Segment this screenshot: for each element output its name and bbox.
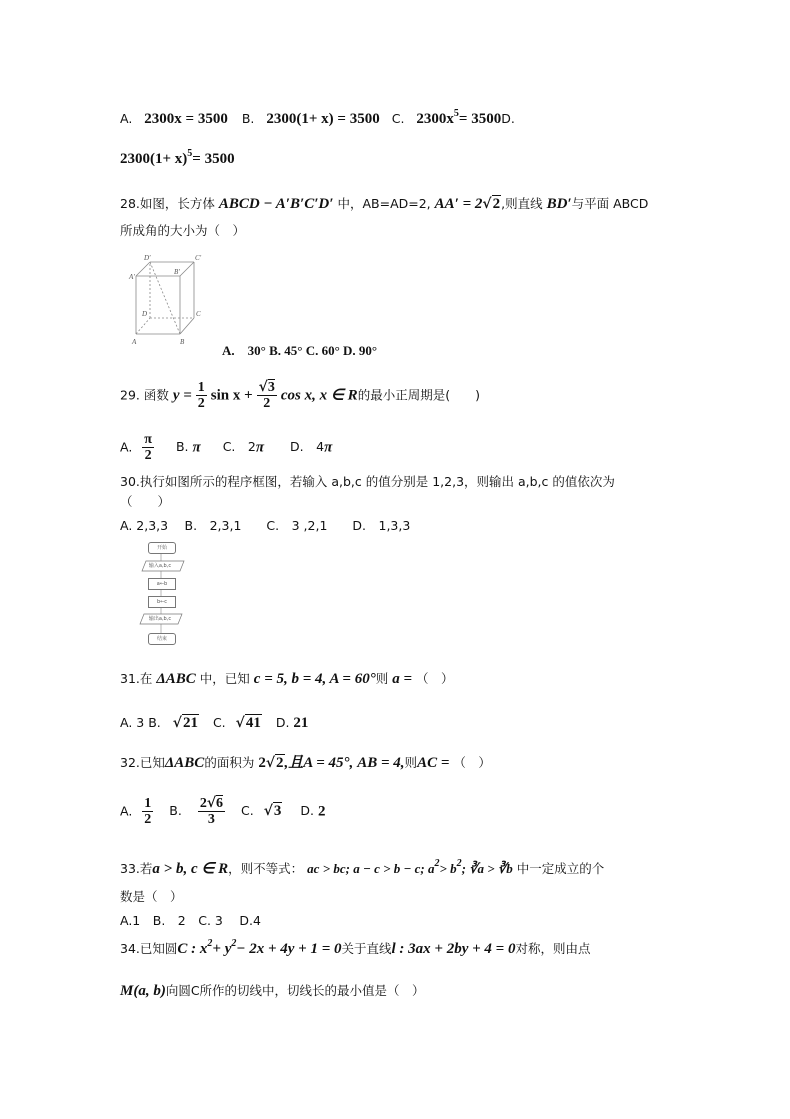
q31-tri: ΔABC bbox=[156, 671, 196, 687]
q28-prefix: 28.如图，长方体 bbox=[120, 196, 215, 211]
hidden-edge-ad bbox=[136, 318, 150, 334]
q32-then: 则 bbox=[404, 755, 418, 770]
q33-stem-line1 bbox=[120, 860, 604, 878]
label-c: C bbox=[196, 310, 201, 318]
q33-mid: ，则不等式： bbox=[228, 861, 304, 876]
q32-area: 2 bbox=[258, 755, 266, 771]
q34-e1: 2 bbox=[207, 938, 213, 949]
q27-d-line bbox=[120, 150, 235, 168]
q31-then: 则 bbox=[375, 671, 389, 686]
edge-b1-c1 bbox=[180, 262, 194, 276]
q33-ineq2: > b bbox=[439, 861, 457, 876]
q27-c-exponent: 5 bbox=[453, 108, 459, 119]
q28-line2: 所成角的大小为（ ） bbox=[120, 223, 246, 238]
q32-c-root: 3 bbox=[273, 803, 282, 820]
q29-d-label: D. 4 bbox=[290, 439, 325, 455]
q31-a-label: A. 3 B. bbox=[120, 715, 161, 730]
q34-stem-line2 bbox=[120, 982, 425, 1000]
sqrt-symbol: √ bbox=[206, 795, 217, 811]
sqrt-symbol: √ bbox=[263, 803, 273, 820]
q29-y: y = bbox=[172, 387, 192, 404]
q29-sinx: sin x + bbox=[210, 387, 253, 404]
q28-options-text: A. 30° B. 45° C. 60° D. 90° bbox=[222, 343, 378, 358]
q27-c-expr: 2300x bbox=[416, 111, 454, 127]
q28-stem-line1 bbox=[120, 195, 648, 213]
q33-options-text: A.1 B. 2 C. 3 D.4 bbox=[120, 913, 261, 928]
q27-d-expr: 2300(1+ x) bbox=[120, 151, 188, 167]
q27-a-expr: 2300x = 3500 bbox=[144, 111, 228, 127]
q34-circle3: − 2x + 4y + 1 = 0 bbox=[236, 941, 342, 957]
q27-d-label: D. bbox=[501, 111, 515, 126]
q34-line2: 向圆C所作的切线中，切线长的最小值是（ ） bbox=[165, 983, 425, 998]
q30-stem-line1 bbox=[120, 474, 615, 489]
q27-d-rest: = 3500 bbox=[192, 151, 235, 167]
q31-prefix: 31.在 bbox=[120, 671, 153, 686]
q31-d-val: 21 bbox=[293, 715, 309, 731]
label-b: B bbox=[180, 338, 185, 346]
q31-mid: 中，已知 bbox=[199, 671, 250, 686]
q33-prefix: 33.若 bbox=[120, 861, 153, 876]
q32-a-den: 2 bbox=[144, 812, 152, 828]
q30-options-text: A. 2,3,3 B. 2,3,1 C. 3 ,2,1 D. 1,3,3 bbox=[120, 518, 411, 533]
flow-assign-b: b←c bbox=[148, 596, 176, 608]
q31-d-label: D. bbox=[275, 715, 290, 730]
q32-b-frac bbox=[198, 796, 225, 828]
q27-c-rest: = 3500 bbox=[458, 111, 502, 127]
q27-a-label: A. bbox=[120, 111, 133, 126]
q27-c-label: C. bbox=[391, 111, 405, 126]
label-d: D bbox=[142, 310, 148, 318]
q27-options-line bbox=[120, 110, 515, 128]
q28-bd: BD′ bbox=[546, 196, 572, 212]
q32-b-num bbox=[198, 796, 225, 812]
q29-options bbox=[120, 432, 332, 464]
q32-cond: ,且A = 45°, bbox=[284, 755, 354, 771]
q31-paren: （ ） bbox=[416, 671, 454, 686]
q34-prefix: 34.已知圆 bbox=[120, 941, 178, 956]
q34-circle: C : x bbox=[177, 941, 208, 957]
q27-d-exponent: 5 bbox=[187, 148, 193, 159]
q31-stem bbox=[120, 670, 454, 688]
q31-b-root: 21 bbox=[182, 715, 198, 731]
edge-b-c bbox=[180, 318, 194, 334]
q33-line2: 数是（ ） bbox=[120, 889, 183, 904]
q32-d-val: 2 bbox=[317, 803, 326, 820]
q34-e2: 2 bbox=[231, 938, 237, 949]
q29-stem bbox=[120, 380, 480, 412]
q29-frac2 bbox=[257, 380, 277, 412]
q29-a-label: A. bbox=[120, 439, 133, 455]
q31-a: a = bbox=[392, 671, 413, 687]
q32-prefix: 32.已知 bbox=[120, 755, 165, 770]
q32-d-label: D. bbox=[300, 803, 314, 819]
edge-a1-d1 bbox=[136, 262, 150, 276]
q28-suffix: 与平面 ABCD bbox=[571, 196, 649, 211]
q32-ab: AB = 4, bbox=[357, 755, 405, 771]
q34-mid: 关于直线 bbox=[341, 941, 392, 956]
q30-line1: 30.执行如图所示的程序框图，若输入 a,b,c 的值分别是 1,2,3，则输出 a,b,c 的值依次为 bbox=[120, 474, 615, 489]
q33-exp2: 2 bbox=[456, 858, 462, 869]
cuboid-figure bbox=[128, 252, 208, 347]
q29-b-val: π bbox=[192, 439, 201, 456]
q32-stem bbox=[120, 754, 491, 772]
q29-c-label: C. 2 bbox=[222, 439, 256, 455]
q29-frac2-root: 3 bbox=[267, 380, 275, 395]
flow-start: 开始 bbox=[148, 542, 176, 554]
q29-frac2-den: 2 bbox=[263, 396, 271, 412]
flow-assign-a: a←b bbox=[148, 578, 176, 590]
flow-end: 结束 bbox=[148, 633, 176, 645]
q33-stem-line2 bbox=[120, 889, 183, 904]
q32-b-num-root: 6 bbox=[216, 796, 224, 811]
flow-output: 输出a,b,c bbox=[148, 616, 172, 622]
q32-a-label: A. bbox=[120, 803, 133, 819]
q28-aa-radicand: 2 bbox=[492, 196, 501, 212]
q31-cond: c = 5, b = 4, A = 60° bbox=[253, 671, 376, 687]
label-a: A bbox=[132, 338, 137, 346]
q28-options bbox=[222, 343, 377, 359]
q29-cosx: cos x, x ∈ R bbox=[280, 387, 358, 404]
flowchart bbox=[136, 540, 186, 650]
q29-frac1-den: 2 bbox=[197, 396, 205, 412]
q29-d-val: π bbox=[324, 439, 333, 456]
sqrt-symbol: √ bbox=[258, 379, 268, 395]
q32-options bbox=[120, 796, 325, 828]
q32-c-label: C. bbox=[241, 803, 254, 819]
label-c1: C′ bbox=[195, 254, 202, 262]
q28-aa: AA′ = 2 bbox=[434, 196, 483, 212]
q33-options bbox=[120, 913, 261, 928]
q33-cond: a > b, c ∈ R bbox=[152, 861, 229, 877]
q29-frac1 bbox=[196, 380, 207, 412]
q32-area-root: 2 bbox=[276, 755, 284, 771]
q31-options bbox=[120, 714, 308, 732]
sqrt-symbol: √ bbox=[482, 196, 492, 212]
q34-suffix: 对称，则由点 bbox=[515, 941, 591, 956]
q27-b-label: B. bbox=[241, 111, 255, 126]
label-b1: B′ bbox=[174, 268, 180, 276]
sqrt-symbol: √ bbox=[235, 715, 245, 731]
q28-mid: 中，AB=AD=2, bbox=[337, 196, 431, 211]
sqrt-symbol: √ bbox=[172, 715, 182, 731]
q32-paren: （ ） bbox=[453, 755, 491, 770]
sqrt-symbol: √ bbox=[265, 755, 276, 771]
q27-b-expr: 2300(1+ x) = 3500 bbox=[266, 111, 380, 127]
q32-a-frac bbox=[142, 796, 153, 828]
q29-frac2-num bbox=[257, 380, 277, 396]
q32-mid: 的面积为 bbox=[204, 755, 255, 770]
label-a1: A′ bbox=[129, 273, 135, 281]
q33-ineq3: ; ∛a > ∛b bbox=[461, 861, 513, 876]
q32-b-num-pre: 2 bbox=[199, 796, 207, 811]
q32-b-den: 3 bbox=[207, 812, 215, 828]
flow-input: 输入a,b,c bbox=[148, 563, 172, 569]
q29-c-val: π bbox=[255, 439, 265, 456]
q33-exp1: 2 bbox=[434, 858, 440, 869]
q29-a-den: 2 bbox=[144, 448, 152, 464]
q32-b-label: B. bbox=[169, 803, 182, 819]
q28-solid: ABCD − A′B′C′D′ bbox=[218, 196, 334, 212]
q29-suffix: 的最小正周期是( ) bbox=[357, 387, 480, 403]
q29-prefix: 29. 函数 bbox=[120, 387, 169, 403]
q29-a-num: π bbox=[144, 432, 152, 447]
q29-a-frac bbox=[142, 432, 154, 464]
q34-point: M(a, b) bbox=[120, 983, 166, 999]
label-d1: D′ bbox=[144, 254, 151, 262]
q32-tri: ΔABC bbox=[164, 755, 205, 771]
q34-stem-line1 bbox=[120, 940, 591, 958]
q33-ineq: ac > bc; a − c > b − c; a bbox=[307, 861, 435, 876]
q31-c-root: 41 bbox=[245, 715, 261, 731]
q30-line2: （ ） bbox=[120, 494, 171, 509]
q28-mid2: ,则直线 bbox=[501, 196, 543, 211]
q30-options bbox=[120, 518, 410, 533]
q34-line: l : 3ax + 2by + 4 = 0 bbox=[391, 941, 516, 957]
q28-stem-line2 bbox=[120, 223, 245, 238]
q29-b-label: B. bbox=[175, 439, 189, 455]
q30-stem-line2 bbox=[120, 494, 170, 509]
q31-c-label: C. bbox=[212, 715, 226, 730]
q33-suffix: 中一定成立的个 bbox=[516, 861, 605, 876]
q32-ac: AC = bbox=[417, 755, 450, 771]
q32-a-num: 1 bbox=[144, 796, 152, 811]
q34-circle2: + y bbox=[212, 941, 232, 957]
q29-frac1-num: 1 bbox=[197, 380, 205, 395]
